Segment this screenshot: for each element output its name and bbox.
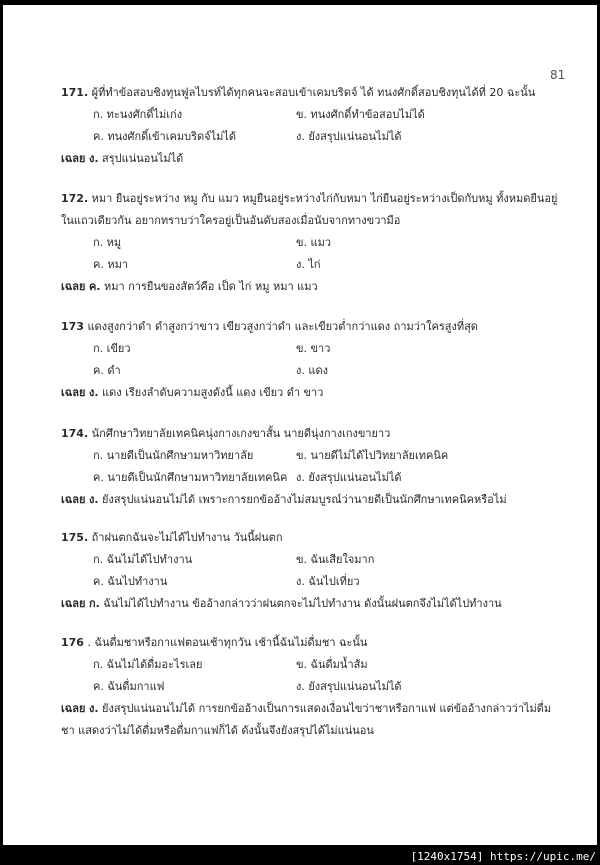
options bbox=[93, 445, 561, 489]
question-171 bbox=[61, 82, 561, 170]
option-d: ง. ฉันไปเที่ยว bbox=[296, 575, 360, 588]
option-b: ข. นายดีไม่ได้ไปวิทยาลัยเทคนิค bbox=[296, 449, 449, 462]
answer: เฉลย ก. ฉันไม่ได้ไปทำงาน ข้ออ้างกล่าวว่าฝนตกจะไม่ไปทำงาน ดังนั้นฝนตกจึงไม่ได้ไปทำงาน bbox=[61, 597, 502, 610]
options bbox=[93, 654, 561, 698]
option-a: ก. หมู bbox=[93, 236, 122, 249]
option-b: ข. ฉันดื่มน้ำส้ม bbox=[296, 658, 368, 671]
option-b: ข. ฉันเสียใจมาก bbox=[296, 553, 375, 566]
question-stem: 172. หมา ยืนอยู่ระหว่าง หมู กับ แมว หมูยืนอยู่ระหว่างไก่กับหมา ไก่ยืนอยู่ระหว่างเป็ดกับหมู ทั้งหมดยืนอยู่ในแถวเดียวกัน อยากทราบว่าใครอยู่เป็นอันดับสองเมื่อนับจากทางขวามือ bbox=[61, 192, 558, 227]
option-c: ค. หมา bbox=[93, 258, 129, 271]
option-d: ง. ยังสรุปแน่นอนไม่ได้ bbox=[296, 680, 402, 693]
question-176 bbox=[61, 632, 561, 742]
answer: เฉลย ง. สรุปแน่นอนไม่ได้ bbox=[61, 152, 184, 165]
option-c: ค. ฉันไปทำงาน bbox=[93, 575, 168, 588]
answer: เฉลย ง. ยังสรุปแน่นอนไม่ได้ การยกข้ออ้างเป็นการแสดงเงื่อนไขว่าชาหรือกาแฟ แต่ข้ออ้างกล่าวว่าไม่ดื่มชา แสดงว่าไม่ได้ดื่มหรือดื่มกาแฟก็ได้ ดังนั้นจึงยังสรุปได้ไม่แน่นอน bbox=[61, 702, 552, 737]
question-stem: 175. ถ้าฝนตกฉันจะไม่ได้ไปทำงาน วันนี้ฝนตก bbox=[61, 531, 283, 544]
question-173 bbox=[61, 316, 561, 404]
option-a: ก. ฉันไม่ได้ดื่มอะไรเลย bbox=[93, 658, 203, 671]
options bbox=[93, 232, 561, 276]
option-b: ข. ขาว bbox=[296, 342, 331, 355]
option-d: ง. ยังสรุปแน่นอนไม่ได้ bbox=[296, 130, 402, 143]
option-c: ค. ดำ bbox=[93, 364, 121, 377]
options bbox=[93, 549, 561, 593]
option-b: ข. ทนงศักดิ์ทำข้อสอบไม่ได้ bbox=[296, 108, 425, 121]
question-174 bbox=[61, 423, 561, 511]
answer: เฉลย ค. หมา การยืนของสัตว์คือ เป็ด ไก่ หมู หมา แมว bbox=[61, 280, 318, 293]
option-a: ก. เขียว bbox=[93, 342, 131, 355]
image-watermark: [1240x1754] https://upic.me/ bbox=[410, 850, 596, 863]
option-b: ข. แมว bbox=[296, 236, 332, 249]
option-d: ง. ยังสรุปแน่นอนไม่ได้ bbox=[296, 471, 402, 484]
options bbox=[93, 338, 561, 382]
option-c: ค. ฉันดื่มกาแฟ bbox=[93, 680, 165, 693]
question-stem: 174. นักศึกษาวิทยาลัยเทคนิคนุ่งกางเกงขาสั้น นายดีนุ่งกางเกงขายาว bbox=[61, 427, 391, 440]
option-a: ก. นายดีเป็นนักศึกษามหาวิทยาลัย bbox=[93, 449, 254, 462]
answer: เฉลย ง. แดง เรียงลำดับความสูงดังนี้ แดง เขียว ดำ ขาว bbox=[61, 386, 324, 399]
question-stem: 173 แดงสูงกว่าดำ ดำสูงกว่าขาว เขียวสูงกว่าดำ และเขียวต่ำกว่าแดง ถามว่าใครสูงที่สุด bbox=[61, 320, 478, 333]
option-a: ก. ทะนงศักดิ์ไม่เก่ง bbox=[93, 108, 183, 121]
option-d: ง. ไก่ bbox=[296, 258, 321, 271]
document-page bbox=[3, 5, 597, 845]
option-d: ง. แดง bbox=[296, 364, 328, 377]
question-stem: 176 . ฉันดื่มชาหรือกาแฟตอนเช้าทุกวัน เช้านี้ฉันไม่ดื่มชา ฉะนั้น bbox=[61, 636, 368, 649]
page-number: 81 bbox=[550, 68, 566, 82]
question-175 bbox=[61, 527, 561, 615]
question-172 bbox=[61, 188, 561, 298]
option-c: ค. นายดีเป็นนักศึกษามหาวิทยาลัยเทคนิค bbox=[93, 471, 288, 484]
answer: เฉลย ง. ยังสรุปแน่นอนไม่ได้ เพราะการยกข้ออ้างไม่สมบูรณ์ว่านายดีเป็นนักศึกษาเทคนิคหรือไม่ bbox=[61, 493, 507, 506]
option-a: ก. ฉันไม่ได้ไปทำงาน bbox=[93, 553, 193, 566]
options bbox=[93, 104, 561, 148]
question-stem: 171. ผู้ที่ทำข้อสอบชิงทุนฟูลไบรท์ได้ทุกคนจะสอบเข้าเคมบริดจ์ ได้ ทนงศักดิ์สอบชิงทุนได้ที่ 20 ฉะนั้น bbox=[61, 86, 536, 99]
option-c: ค. ทนงศักดิ์เข้าเคมบริดจ์ไม่ได้ bbox=[93, 130, 237, 143]
